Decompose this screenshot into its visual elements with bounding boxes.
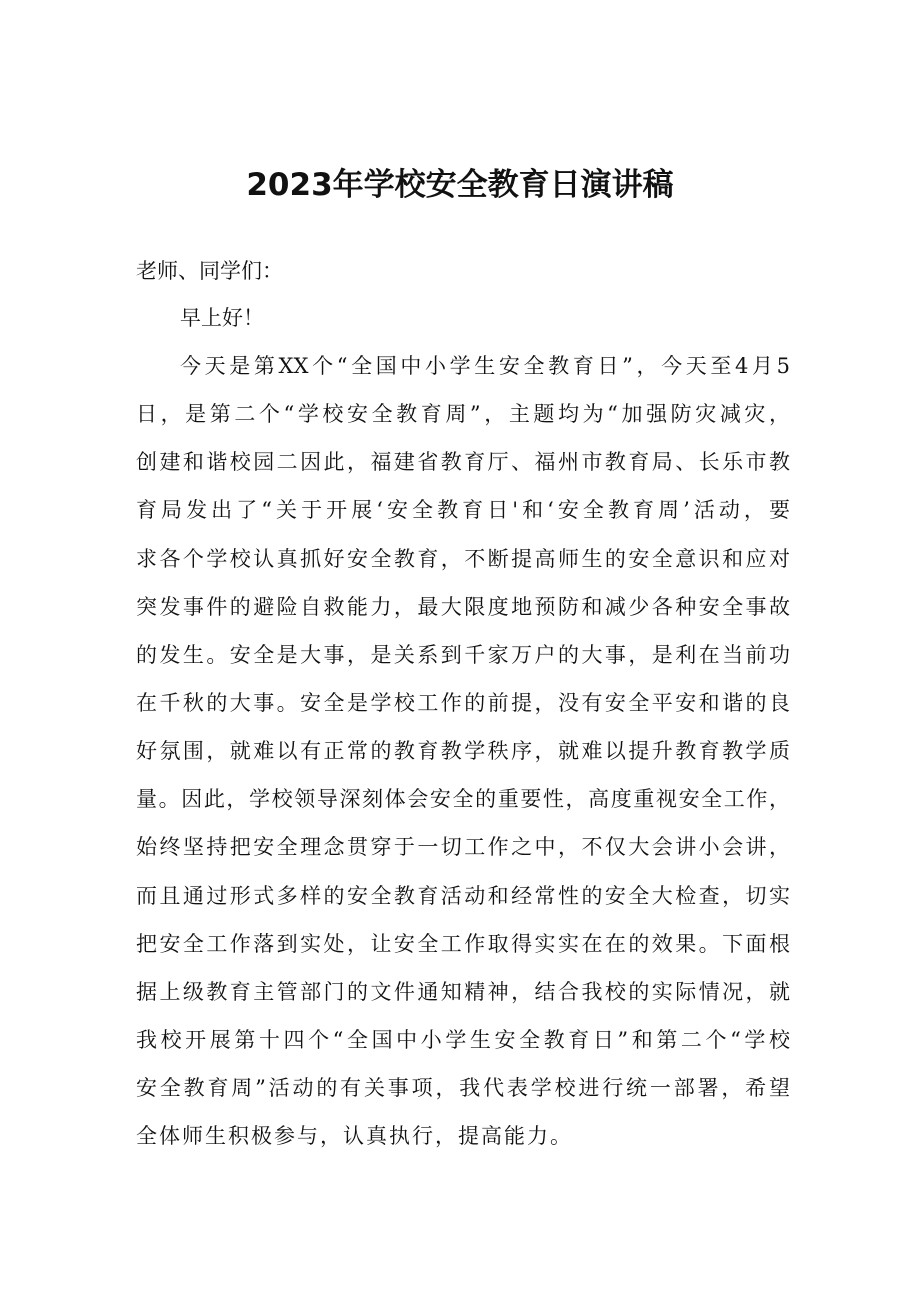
paragraph-line: 的发生。安全是大事，是关系到千家万户的大事，是利在当前功 xyxy=(136,642,790,667)
paragraph-line: 据上级教育主管部门的文件通知精神，结合我校的实际情况，就 xyxy=(136,979,790,1004)
paragraph-line: 突发事件的避险自救能力，最大限度地预防和减少各种安全事故 xyxy=(136,594,790,619)
paragraph-line: 始终坚持把安全理念贯穿于一切工作之中，不仅大会讲小会讲， xyxy=(136,835,790,860)
paragraph-line: 育局发出了“关于开展‘安全教育日'和‘安全教育周’活动，要 xyxy=(136,498,790,523)
document-title: 2023年学校安全教育日演讲稿 xyxy=(246,167,674,203)
paragraph-line: 我校开展第十四个“全国中小学生安全教育日”和第二个“学校 xyxy=(136,1027,790,1052)
paragraph-line: 安全教育周”活动的有关事项，我代表学校进行统一部署，希望 xyxy=(136,1076,790,1101)
salutation: 老师、同学们： xyxy=(136,259,283,283)
paragraph-line: 而且通过形式多样的安全教育活动和经常性的安全大检查，切实 xyxy=(136,883,790,908)
paragraph-line: 日，是第二个“学校安全教育周”，主题均为“加强防灾减灾， xyxy=(136,402,790,427)
body-paragraph xyxy=(136,351,790,1169)
paragraph-line: 量。因此，学校领导深刻体会安全的重要性，高度重视安全工作， xyxy=(136,787,790,812)
paragraph-line: 把安全工作落到实处，让安全工作取得实实在在的效果。下面根 xyxy=(136,931,790,956)
paragraph-line: 在千秋的大事。安全是学校工作的前提，没有安全平安和谐的良 xyxy=(136,690,790,715)
paragraph-line: 全体师生积极参与，认真执行，提高能力。 xyxy=(136,1124,573,1149)
paragraph-line: 创建和谐校园二因此，福建省教育厅、福州市教育局、长乐市教 xyxy=(136,450,790,475)
greeting: 早上好！ xyxy=(180,306,264,330)
paragraph-line: 求各个学校认真抓好安全教育，不断提高师生的安全意识和应对 xyxy=(136,546,790,571)
paragraph-line: 好氛围，就难以有正常的教育教学秩序，就难以提升教育教学质 xyxy=(136,739,790,764)
paragraph-line: 今天是第XX个“全国中小学生安全教育日”，今天至4月5 xyxy=(180,354,790,378)
